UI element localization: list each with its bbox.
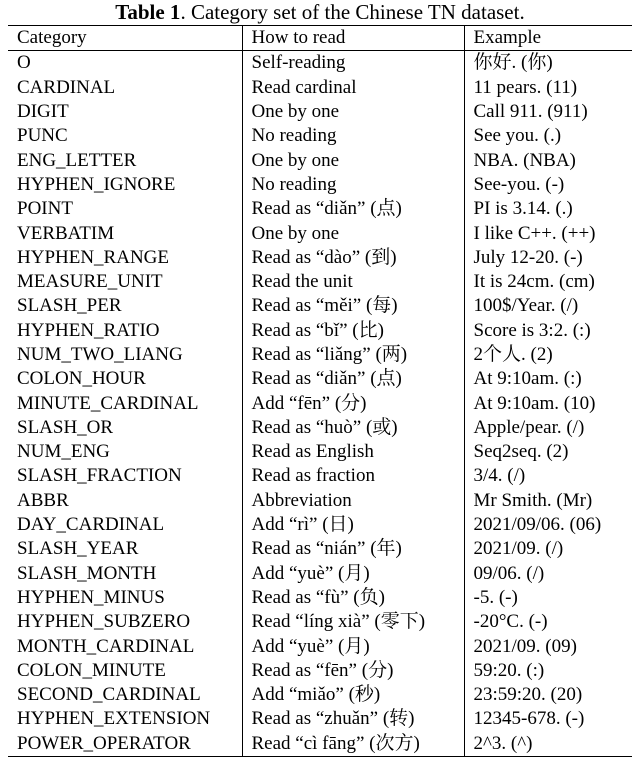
cell-how-to-read: Read as English: [242, 440, 464, 464]
caption-label: Table 1: [115, 0, 181, 24]
cell-how-to-read: Read as “diǎn” (点): [242, 197, 464, 221]
cell-category: HYPHEN_RATIO: [17, 319, 160, 341]
cell-example: July 12-20. (-): [464, 246, 632, 270]
header-row: [8, 26, 632, 51]
cell-how-to-read: Read “líng xià” (零下): [242, 610, 464, 634]
table-row: [8, 246, 632, 270]
table-row: [8, 537, 632, 561]
table-row: [8, 270, 632, 294]
cell-example: See you. (.): [464, 124, 632, 148]
cell-category: MEASURE_UNIT: [17, 271, 163, 293]
cell-example: 2^3. (^): [464, 732, 632, 757]
cell-how-to-read: Abbreviation: [242, 489, 464, 513]
table-caption: [0, 0, 640, 24]
cell-category: COLON_HOUR: [17, 368, 146, 390]
table-header: [8, 26, 632, 51]
cell-category: HYPHEN_EXTENSION: [17, 708, 211, 730]
cell-example: It is 24cm. (cm): [464, 270, 632, 294]
cell-example: 11 pears. (11): [464, 76, 632, 100]
table-row: [8, 76, 632, 100]
cell-category: O: [17, 52, 31, 74]
cell-how-to-read: Add “miǎo” (秒): [242, 683, 464, 707]
cell-example: I like C++. (++): [464, 221, 632, 245]
cell-example: See-you. (-): [464, 173, 632, 197]
cell-category: ENG_LETTER: [17, 149, 137, 171]
header-how-to-read: How to read: [242, 26, 464, 51]
cell-how-to-read: Read as “diǎn” (点): [242, 367, 464, 391]
table-row: [8, 319, 632, 343]
header-example: Example: [464, 26, 632, 51]
caption-text: . Category set of the Chinese TN dataset.: [180, 0, 525, 24]
cell-category: DAY_CARDINAL: [17, 514, 165, 536]
cell-how-to-read: Add “fēn” (分): [242, 391, 464, 415]
table-body: [8, 51, 632, 757]
table-row: [8, 391, 632, 415]
table-row: [8, 634, 632, 658]
cell-example: 2个人. (2): [464, 343, 632, 367]
cell-category: MONTH_CARDINAL: [17, 635, 195, 657]
table-row: [8, 707, 632, 731]
cell-category: HYPHEN_IGNORE: [17, 173, 176, 195]
table-row: [8, 124, 632, 148]
cell-how-to-read: One by one: [242, 100, 464, 124]
cell-example: 你好. (你): [464, 51, 632, 76]
cell-example: Mr Smith. (Mr): [464, 489, 632, 513]
cell-category: SLASH_YEAR: [17, 538, 139, 560]
cell-category: SLASH_PER: [17, 295, 122, 317]
cell-how-to-read: Add “yuè” (月): [242, 634, 464, 658]
cell-how-to-read: Add “rì” (日): [242, 513, 464, 537]
cell-example: 3/4. (/): [464, 464, 632, 488]
table-row: [8, 173, 632, 197]
cell-example: PI is 3.14. (.): [464, 197, 632, 221]
table-row: [8, 294, 632, 318]
table-row: [8, 513, 632, 537]
cell-example: 23:59:20. (20): [464, 683, 632, 707]
cell-example: -20°C. (-): [464, 610, 632, 634]
cell-how-to-read: Read as “nián” (年): [242, 537, 464, 561]
cell-how-to-read: Read as “dào” (到): [242, 246, 464, 270]
cell-category: HYPHEN_MINUS: [17, 586, 165, 608]
cell-category: NUM_ENG: [17, 441, 110, 463]
cell-how-to-read: Read as “bǐ” (比): [242, 319, 464, 343]
table-row: [8, 221, 632, 245]
cell-category: POWER_OPERATOR: [17, 732, 191, 754]
cell-category: SECOND_CARDINAL: [17, 684, 201, 706]
cell-category: SLASH_FRACTION: [17, 465, 182, 487]
table-row: [8, 51, 632, 76]
cell-category: DIGIT: [17, 101, 69, 123]
cell-how-to-read: Read as “huò” (或): [242, 416, 464, 440]
cell-example: 2021/09. (09): [464, 634, 632, 658]
cell-how-to-read: One by one: [242, 148, 464, 172]
cell-category: POINT: [17, 198, 73, 220]
cell-category: MINUTE_CARDINAL: [17, 392, 199, 414]
cell-how-to-read: One by one: [242, 221, 464, 245]
cell-how-to-read: Read as “liǎng” (两): [242, 343, 464, 367]
cell-how-to-read: No reading: [242, 173, 464, 197]
table-row: [8, 683, 632, 707]
table-row: [8, 416, 632, 440]
table-row: [8, 100, 632, 124]
cell-how-to-read: Read as “fēn” (分): [242, 659, 464, 683]
table-row: [8, 586, 632, 610]
cell-how-to-read: Read cardinal: [242, 76, 464, 100]
cell-how-to-read: Self-reading: [242, 51, 464, 76]
cell-how-to-read: Read as “fù” (负): [242, 586, 464, 610]
cell-how-to-read: Read as “zhuǎn” (转): [242, 707, 464, 731]
cell-how-to-read: Read as “měi” (每): [242, 294, 464, 318]
cell-category: SLASH_OR: [17, 416, 114, 438]
category-table: [8, 25, 632, 757]
cell-how-to-read: Read as fraction: [242, 464, 464, 488]
cell-example: 09/06. (/): [464, 562, 632, 586]
cell-category: NUM_TWO_LIANG: [17, 344, 183, 365]
cell-how-to-read: Add “yuè” (月): [242, 562, 464, 586]
cell-example: 59:20. (:): [464, 659, 632, 683]
table-row: [8, 610, 632, 634]
cell-example: At 9:10am. (:): [464, 367, 632, 391]
cell-example: 12345-678. (-): [464, 707, 632, 731]
table-row: [8, 440, 632, 464]
table-row: [8, 562, 632, 586]
table-row: [8, 197, 632, 221]
cell-example: NBA. (NBA): [464, 148, 632, 172]
cell-category: HYPHEN_RANGE: [17, 246, 169, 268]
cell-example: Call 911. (911): [464, 100, 632, 124]
cell-example: -5. (-): [464, 586, 632, 610]
table-row: [8, 489, 632, 513]
cell-how-to-read: Read “cì fāng” (次方): [242, 732, 464, 757]
cell-example: 2021/09. (/): [464, 537, 632, 561]
cell-category: HYPHEN_SUBZERO: [17, 611, 191, 633]
header-category: Category: [17, 27, 87, 49]
cell-example: At 9:10am. (10): [464, 391, 632, 415]
cell-example: Score is 3:2. (:): [464, 319, 632, 343]
cell-example: Apple/pear. (/): [464, 416, 632, 440]
cell-example: 100$/Year. (/): [464, 294, 632, 318]
table-row: [8, 148, 632, 172]
cell-how-to-read: Read the unit: [242, 270, 464, 294]
cell-category: SLASH_MONTH: [17, 562, 157, 584]
cell-category: ABBR: [17, 489, 69, 511]
table-row: [8, 367, 632, 391]
cell-category: COLON_MINUTE: [17, 659, 166, 681]
cell-category: PUNC: [17, 125, 68, 147]
cell-category: VERBATIM: [17, 222, 115, 244]
table-row: [8, 343, 632, 367]
cell-how-to-read: No reading: [242, 124, 464, 148]
cell-category: CARDINAL: [17, 76, 116, 98]
cell-example: 2021/09/06. (06): [464, 513, 632, 537]
table-row: [8, 464, 632, 488]
table-row: [8, 659, 632, 683]
cell-example: Seq2seq. (2): [464, 440, 632, 464]
